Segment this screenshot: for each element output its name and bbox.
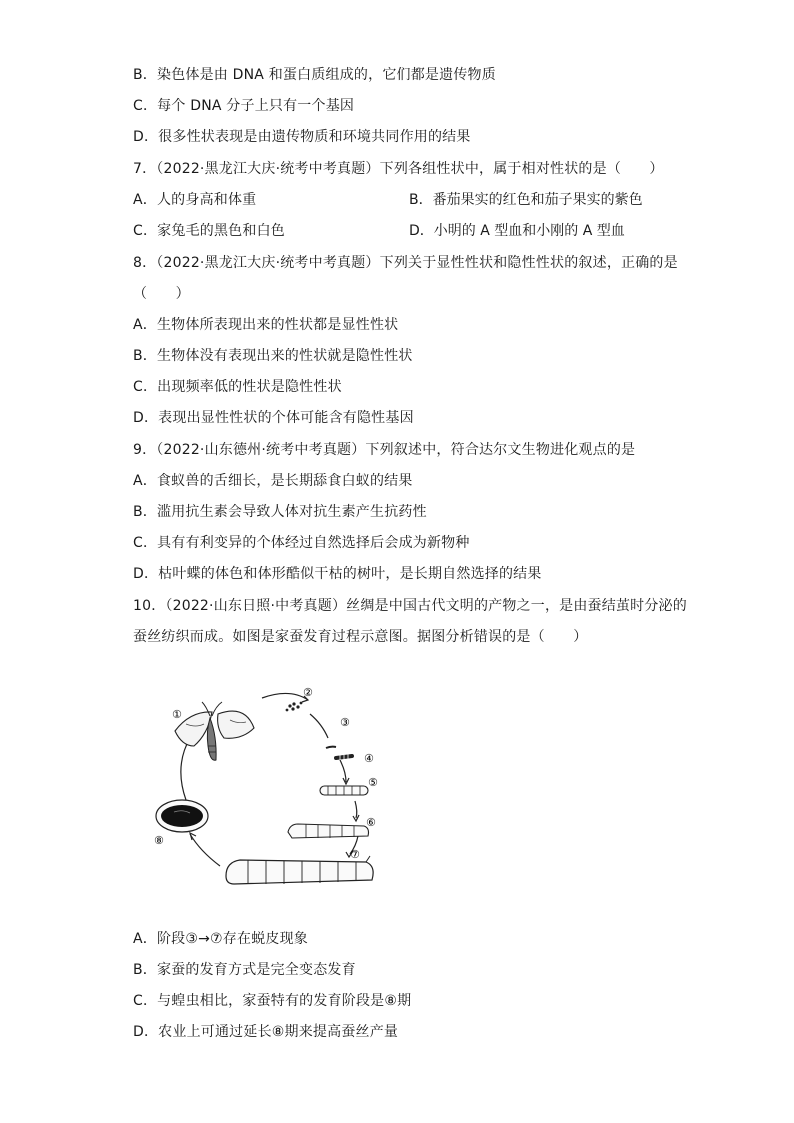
q6-option-d: D．很多性状表现是由遗传物质和环境共同作用的结果 (133, 129, 471, 145)
q8-option-c: C．出现频率低的性状是隐性性状 (133, 379, 342, 395)
arrow-7-to-8 (190, 834, 220, 866)
q9-option-a: A．食蚁兽的舌细长，是长期舔食白蚁的结果 (133, 473, 413, 489)
q8-option-a: A．生物体所表现出来的性状都是显性性状 (133, 317, 399, 333)
arrow-2-to-3 (310, 714, 328, 738)
stage-1-label: ① (172, 708, 182, 721)
q7-option-c: C．家兔毛的黑色和白色 (133, 223, 285, 239)
q6-option-b: B．染色体是由 DNA 和蛋白质组成的，它们都是遗传物质 (133, 67, 496, 83)
stage-8-label: ⑧ (154, 834, 164, 847)
eggs-stage (286, 702, 303, 712)
q9-option-b: B．滥用抗生素会导致人体对抗生素产生抗药性 (133, 504, 427, 520)
q10-option-a: A．阶段③→⑦存在蜕皮现象 (133, 931, 309, 947)
stage-7-label: ⑦ (350, 848, 360, 861)
q9-stem: 9．（2022·山东德州·统考中考真题）下列叙述中，符合达尔文生物进化观点的是 (133, 442, 636, 458)
q8-stem: 8．（2022·黑龙江大庆·统考中考真题）下列关于显性性状和隐性性状的叙述，正确的是 (133, 255, 678, 271)
larva-stage-3 (326, 747, 336, 748)
pupa-stage (156, 800, 208, 832)
stage-3-label: ③ (340, 716, 350, 729)
q8-stem-continued: （ ） (133, 286, 190, 302)
stage-2-label: ② (303, 686, 313, 699)
q6-option-c: C．每个 DNA 分子上只有一个基因 (133, 98, 355, 114)
larva-stage-5 (320, 786, 368, 795)
stage-4-label: ④ (364, 752, 374, 765)
q7-option-d: D．小明的 A 型血和小刚的 A 型血 (409, 223, 625, 239)
larva-stage-4 (336, 754, 352, 760)
larva-stage-6 (288, 824, 369, 838)
q7-stem: 7．（2022·黑龙江大庆·统考中考真题）下列各组性状中，属于相对性状的是（ ） (133, 161, 664, 177)
q10-option-c: C．与蝗虫相比，家蚕特有的发育阶段是⑧期 (133, 993, 412, 1009)
q10-stem: 10．（2022·山东日照·中考真题）丝绸是中国古代文明的产物之一，是由蚕结茧时分泌的 (133, 598, 687, 614)
q8-option-b: B．生物体没有表现出来的性状就是隐性性状 (133, 348, 413, 364)
q10-stem-continued: 蚕丝纺织而成。如图是家蚕发育过程示意图。据图分析错误的是（ ） (133, 629, 588, 645)
silkworm-life-cycle-diagram (150, 676, 390, 898)
arrow-1-to-2 (262, 693, 308, 700)
q7-option-b: B．番茄果实的红色和茄子果实的紫色 (409, 192, 643, 208)
q10-option-b: B．家蚕的发育方式是完全变态发育 (133, 962, 356, 978)
arrow-5-to-6 (355, 801, 357, 818)
stage-5-label: ⑤ (368, 776, 378, 789)
q7-option-a: A．人的身高和体重 (133, 192, 257, 208)
q9-option-c: C．具有有利变异的个体经过自然选择后会成为新物种 (133, 535, 470, 551)
q8-option-d: D．表现出显性性状的个体可能含有隐性基因 (133, 410, 414, 426)
moth-adult-stage (175, 702, 254, 760)
stage-6-label: ⑥ (366, 816, 376, 829)
q10-option-d: D．农业上可通过延长⑧期来提高蚕丝产量 (133, 1024, 399, 1040)
q9-option-d: D．枯叶蝶的体色和体形酷似干枯的树叶，是长期自然选择的结果 (133, 566, 542, 582)
